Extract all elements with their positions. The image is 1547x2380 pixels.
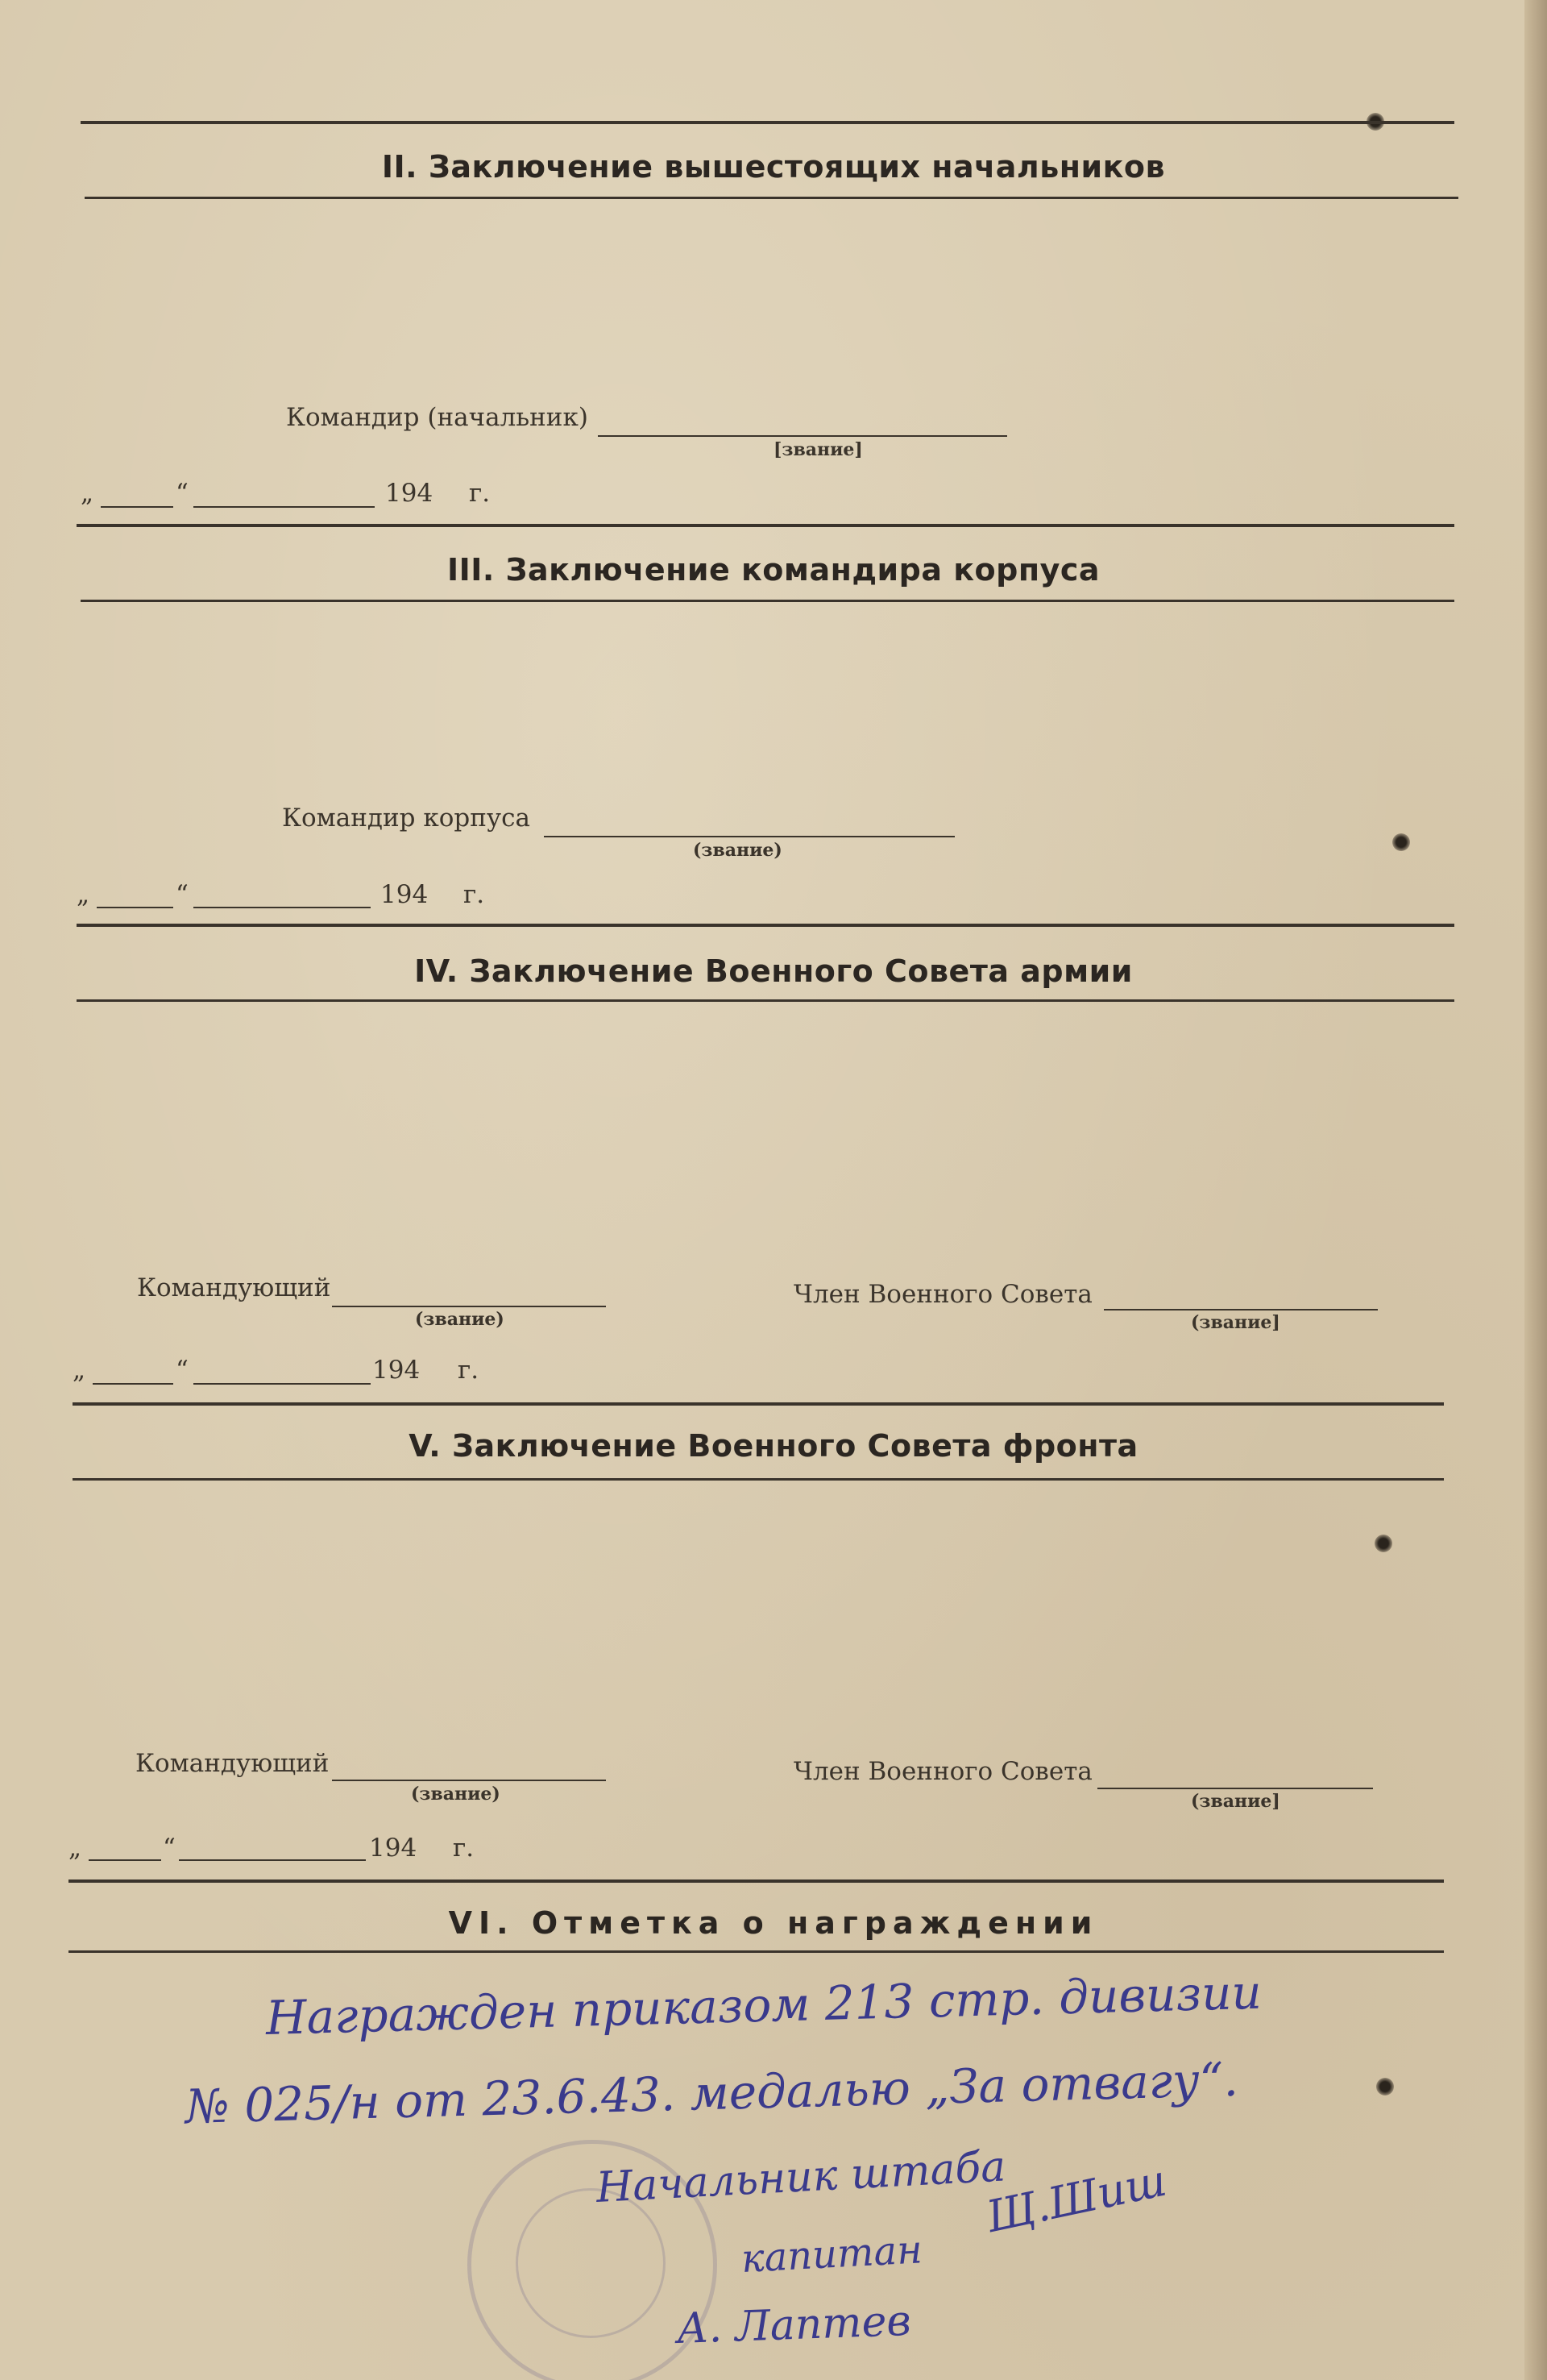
date-close-quote: “	[176, 880, 189, 909]
corps-commander-label: Командир корпуса	[282, 804, 530, 833]
date-open-quote: „	[77, 880, 90, 909]
council-member-label: Член Военного Совета	[794, 1757, 1093, 1786]
year-prefix: 194	[372, 1356, 421, 1385]
handwritten-award-line-1: Награжден приказом 213 стр. дивизии	[265, 1964, 1263, 2046]
date-month-line	[193, 907, 371, 908]
round-stamp-inner	[516, 2188, 666, 2338]
section-rule	[81, 600, 1454, 602]
handwritten-signatory-name: А. Лаптев	[675, 2296, 912, 2353]
date-open-quote: „	[81, 479, 94, 508]
signature-line	[544, 836, 955, 837]
punch-hole	[1392, 833, 1410, 851]
rank-caption: (звание)	[411, 1784, 500, 1805]
rank-caption: (звание]	[1191, 1791, 1280, 1812]
commander-chief-label: Командир (начальник)	[286, 403, 588, 432]
date-month-line	[193, 1383, 371, 1385]
date-open-quote: „	[68, 1834, 82, 1863]
commanding-label: Командующий	[135, 1749, 330, 1778]
year-suffix: г.	[458, 1356, 479, 1385]
rank-caption: (звание)	[415, 1309, 504, 1330]
year-prefix: 194	[369, 1834, 417, 1863]
date-close-quote: “	[163, 1834, 176, 1863]
section-6-heading: VI. Отметка о награждении	[448, 1905, 1099, 1941]
section-rule	[77, 999, 1454, 1002]
commanding-label: Командующий	[137, 1273, 331, 1302]
section-rule	[73, 1478, 1444, 1481]
section-4-heading: IV. Заключение Военного Совета армии	[414, 953, 1133, 989]
date-day-line	[101, 506, 173, 508]
section-rule	[77, 524, 1454, 527]
rank-caption: (звание]	[1191, 1312, 1280, 1333]
date-close-quote: “	[176, 1356, 189, 1385]
handwritten-award-line-2: № 025/н от 23.6.43. медалью „За отвагу“.	[185, 2051, 1239, 2134]
section-rule	[77, 924, 1454, 927]
date-month-line	[179, 1859, 366, 1861]
year-prefix: 194	[380, 880, 429, 909]
section-2-heading: II. Заключение вышестоящих начальников	[381, 149, 1166, 185]
date-day-line	[89, 1859, 161, 1861]
section-rule	[68, 1950, 1444, 1953]
date-day-line	[97, 907, 173, 908]
year-suffix: г.	[469, 479, 491, 508]
rank-caption: (звание)	[693, 840, 782, 861]
date-month-line	[193, 506, 375, 508]
year-suffix: г.	[453, 1834, 475, 1863]
signature-line	[332, 1306, 606, 1307]
handwritten-signatory-rank: капитан	[740, 2227, 924, 2282]
year-suffix: г.	[463, 880, 485, 909]
rank-caption: [звание]	[774, 439, 863, 460]
council-member-label: Член Военного Совета	[794, 1280, 1093, 1309]
paper-edge	[1524, 0, 1547, 2380]
date-open-quote: „	[73, 1356, 86, 1385]
section-rule	[81, 121, 1454, 124]
punch-hole	[1375, 1535, 1392, 1552]
signature-line	[1097, 1788, 1373, 1789]
section-rule	[68, 1879, 1444, 1883]
signature-line	[1104, 1309, 1378, 1310]
punch-hole	[1376, 2078, 1394, 2095]
date-close-quote: “	[176, 479, 189, 508]
signature-line	[598, 435, 1007, 437]
signature-line	[332, 1780, 606, 1781]
section-rule	[73, 1402, 1444, 1406]
date-day-line	[93, 1383, 173, 1385]
handwritten-signature: Щ.Шиш	[981, 2154, 1171, 2243]
handwritten-signatory-title: Начальник штаба	[595, 2142, 1007, 2212]
year-prefix: 194	[385, 479, 433, 508]
section-5-heading: V. Заключение Военного Совета фронта	[409, 1428, 1138, 1464]
section-3-heading: III. Заключение командира корпуса	[446, 552, 1101, 588]
section-rule	[85, 197, 1458, 199]
